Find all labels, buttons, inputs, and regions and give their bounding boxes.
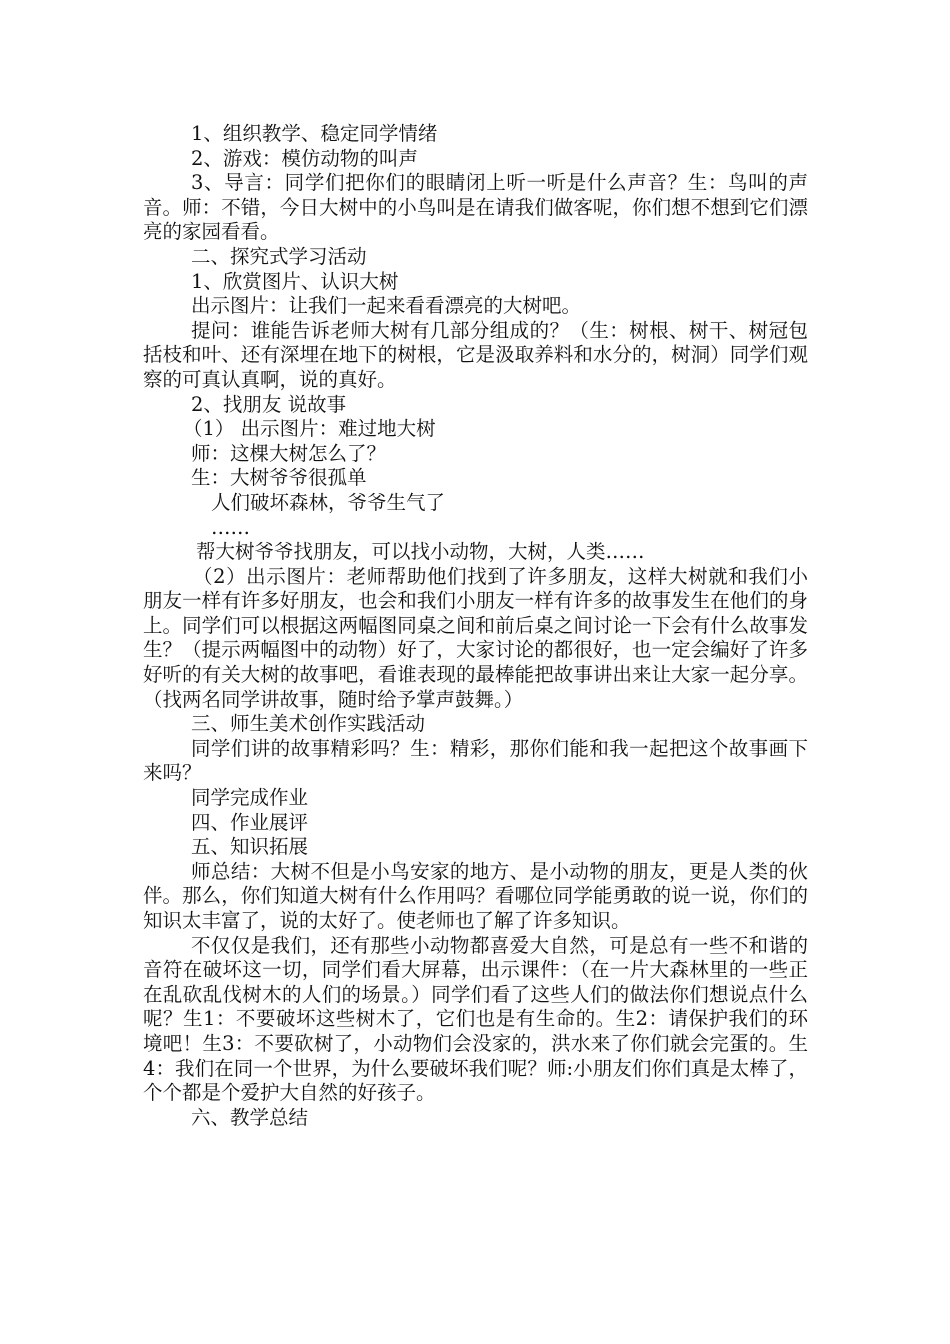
paragraph: 同学完成作业 bbox=[191, 786, 309, 810]
section-heading: 四、作业展评 bbox=[191, 810, 309, 834]
dialogue-line: 帮大树爷爷找朋友，可以找小动物，大树，人类…… bbox=[196, 540, 645, 564]
section-heading: 六、教学总结 bbox=[191, 1105, 309, 1129]
paragraph: 出示图片：让我们一起来看看漂亮的大树吧。 bbox=[191, 294, 582, 318]
document-body bbox=[143, 122, 808, 1130]
dialogue-line: 人们破坏森林，爷爷生气了 bbox=[211, 490, 446, 514]
dialogue-line: 生：大树爷爷很孤单 bbox=[191, 466, 367, 490]
dialogue-line: 师：这棵大树怎么了？ bbox=[191, 441, 387, 465]
subsection-heading: 1、欣赏图片、认识大树 bbox=[191, 269, 399, 293]
paragraph: 同学们讲的故事精彩吗？生：精彩，那你们能和我一起把这个故事画下来吗？ bbox=[143, 736, 808, 785]
paragraph: 师总结：大树不但是小鸟安家的地方、是小动物的朋友，更是人类的伙伴。那么，你们知道大树有什么作用吗？看哪位同学能勇敢的说一说，你们的知识太丰富了，说的太好了。使老师也了解了许多知识。 bbox=[143, 859, 808, 932]
paragraph: （2）出示图片：老师帮助他们找到了许多朋友，这样大树就和我们小朋友一样有许多好朋友，也会和我们小朋友一样有许多的故事发生在他们的身上。同学们可以根据这两幅图同桌之间和前后桌之间讨论一下会有什么故事发生？（提示两幅图中的动物）好了，大家讨论的都很好，也一定会编好了许多好听的有关大树的故事吧，看谁表现的最棒能把故事讲出来让大家一起分享。（找两名同学讲故事，随时给予掌声鼓舞。） bbox=[143, 564, 808, 711]
section-heading: 三、师生美术创作实践活动 bbox=[191, 712, 426, 736]
paragraph: 1、组织教学、稳定同学情绪 bbox=[191, 122, 438, 145]
ellipsis-line: …… bbox=[211, 515, 250, 539]
section-heading: 二、探究式学习活动 bbox=[191, 244, 367, 268]
subsection-heading: 2、找朋友 说故事 bbox=[191, 392, 347, 416]
paragraph: 2、游戏：模仿动物的叫声 bbox=[191, 146, 418, 170]
paragraph: （1） 出示图片：难过地大树 bbox=[183, 417, 436, 441]
paragraph: 提问：谁能告诉老师大树有几部分组成的？（生：树根、树干、树冠包括枝和叶、还有深埋在地下的树根，它是汲取养料和水分的，树洞）同学们观察的可真认真啊，说的真好。 bbox=[143, 318, 808, 391]
paragraph: 3、导言：同学们把你们的眼睛闭上听一听是什么声音？生：鸟叫的声音。师：不错，今日大树中的小鸟叫是在请我们做客呢，你们想不想到它们漂亮的家园看看。 bbox=[143, 171, 808, 244]
paragraph: 不仅仅是我们，还有那些小动物都喜爱大自然，可是总有一些不和谐的音符在破坏这一切，同学们看大屏幕，出示课件：（在一片大森林里的一些正在乱砍乱伐树木的人们的场景。）同学们看了这些人们的做法你们想说点什么呢？生1：不要破坏这些树木了，它们也是有生命的。生2：请保护我们的环境吧！生3：不要砍树了，小动物们会没家的，洪水来了你们就会完蛋的。生4：我们在同一个世界，为什么要破坏我们呢？师:小朋友们你们真是太棒了，个个都是个爱护大自然的好孩子。 bbox=[143, 933, 808, 1105]
section-heading: 五、知识拓展 bbox=[191, 835, 309, 859]
